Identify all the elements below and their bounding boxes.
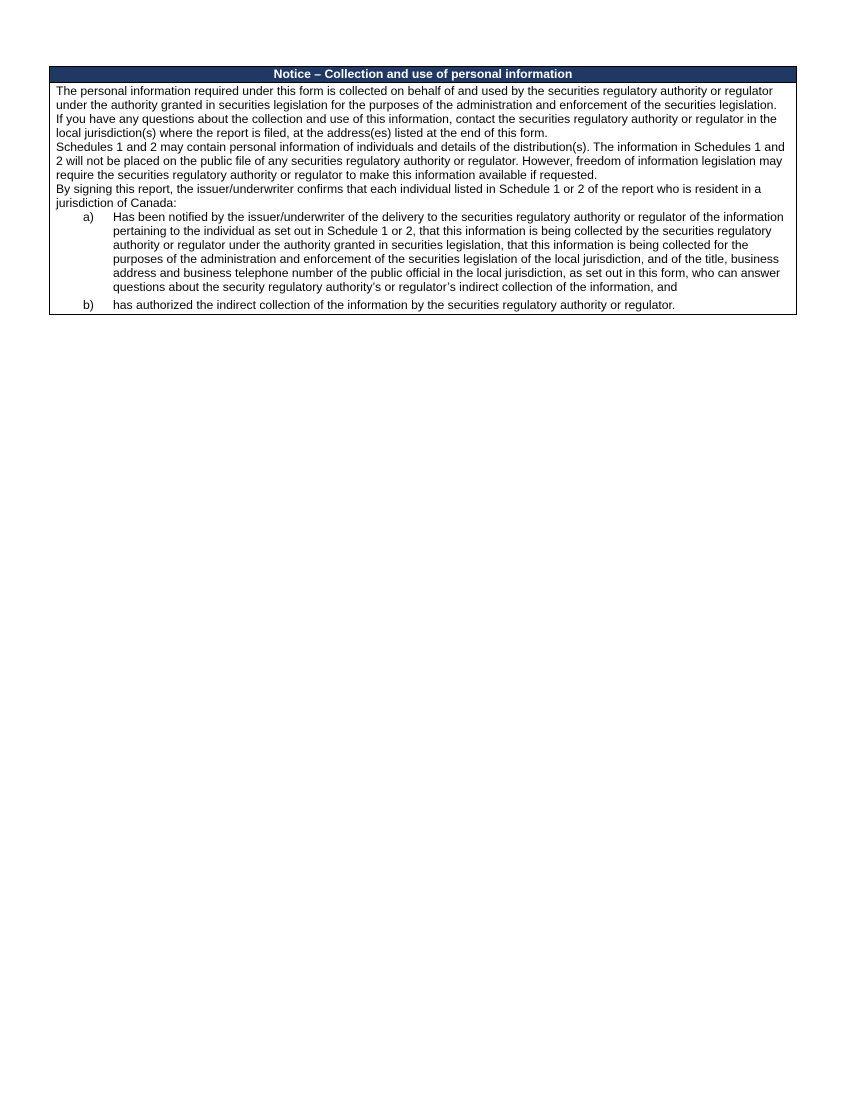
list-item-text: has authorized the indirect collection of the information by the securities regulatory authority or regulator. [113, 298, 676, 312]
list-item-marker: a) [83, 210, 94, 224]
notice-header: Notice – Collection and use of personal information [50, 67, 796, 83]
list-item-text: Has been notified by the issuer/underwriter of the delivery to the securities regulatory authority or regulator of the information pertaining to the individual as set out in Schedule 1 or 2, that this information is being collected by the securities regulatory authority or regulator under the authority granted in securities legislation, that this information is being collected for the purposes of the administration and enforcement of the securities legislation of the local jurisdiction, and of the title, business address and business telephone number of the public official in the local jurisdiction, as set out in this form, who can answer questions about the security regulatory authority’s or regulator’s indirect collection of the information, and [113, 210, 784, 294]
notice-paragraph-purpose: The personal information required under this form is collected on behalf of and used by the securities regulatory authority or regulator under the authority granted in securities legislation for the purposes of the administration and enforcement of the securities legislation. [56, 84, 777, 112]
notice-box [49, 66, 797, 315]
list-item-marker: b) [83, 298, 94, 312]
notice-body [50, 83, 796, 314]
list-item [56, 298, 791, 312]
notice-paragraph-schedules: Schedules 1 and 2 may contain personal information of individuals and details of the distribution(s). The information in Schedules 1 and 2 will not be placed on the public file of any securities regulatory authority or regulator. However, freedom of information legislation may require the securities regulatory authority or regulator to make this information available if requested. [56, 140, 785, 182]
list-item [56, 210, 791, 294]
notice-paragraph-confirmation: By signing this report, the issuer/underwriter confirms that each individual listed in Schedule 1 or 2 of the report who is resident in a jurisdiction of Canada: [56, 182, 762, 210]
consent-list [56, 210, 791, 312]
notice-paragraph-questions: If you have any questions about the collection and use of this information, contact the securities regulatory authority or regulator in the local jurisdiction(s) where the report is filed, at the address(es) listed at the end of this form. [56, 112, 777, 140]
